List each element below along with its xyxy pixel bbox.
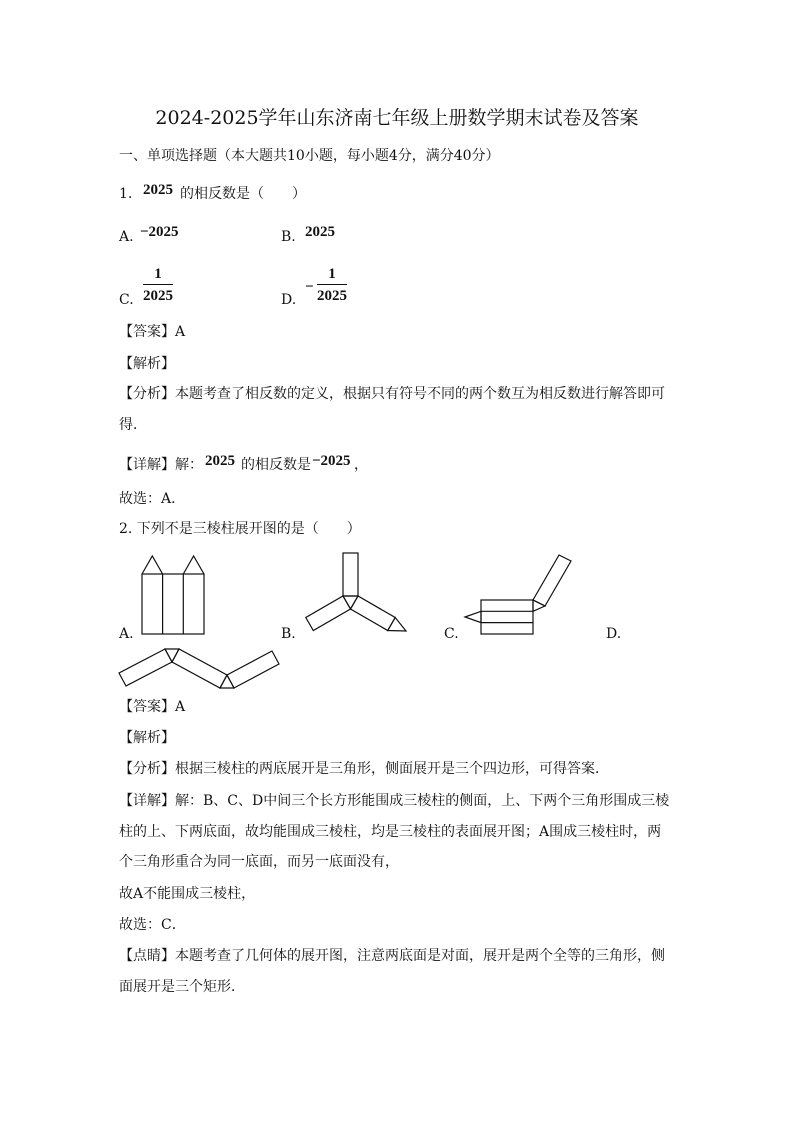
net-c-rectangles [481, 600, 533, 634]
net-b-arm-left [306, 596, 351, 631]
q2-detail-line-2: 柱的上、下两底面，故均能围成三棱柱，均是三棱柱的表面展开图；A围成三棱柱时，两 [119, 824, 662, 840]
q2-comment-line-2: 面展开是三个矩形． [119, 979, 245, 995]
q2-analysis: 【分析】根据三棱柱的两底展开是三角形，侧面展开是三个四边形，可得答案． [119, 761, 609, 777]
q2-comment-line-1: 【点睛】本题考查了几何体的展开图，注意两底面是对面，展开是两个全等的三角形，侧 [119, 948, 665, 964]
q2-figure-c [463, 553, 581, 639]
q2-detail-line-3: 个三角形重合为同一底面，而另一底面没有， [119, 854, 399, 870]
fraction-denominator: 2025 [317, 288, 347, 304]
q1-stem: 的相反数是（ ） [180, 186, 306, 202]
q1-option-b-value: 2025 [305, 224, 335, 240]
q1-analysis-line-2: 得． [119, 417, 147, 433]
fraction-numerator: 1 [154, 266, 162, 282]
q2-detail-line-1: 【详解】解：B、C、D中间三个长方形能围成三棱柱的侧面，上、下两个三角形围成三棱 [119, 793, 670, 809]
q2-choice: 故选：C． [119, 917, 186, 933]
q1-option-d-label: D. [281, 292, 297, 308]
q1-detail-middle: 的相反数是 [241, 457, 311, 473]
q1-option-a-value: −2025 [140, 224, 179, 240]
fraction-denominator: 2025 [143, 288, 173, 304]
net-b-arm-top [343, 553, 358, 596]
q1-option-c-fraction [143, 266, 173, 304]
net-d-rect-middle [172, 649, 227, 688]
fraction-bar [143, 284, 173, 285]
q1-option-a-label: A. [119, 229, 134, 245]
net-d-rect-right [227, 651, 279, 688]
section-heading: 一、单项选择题（本大题共10小题，每小题4分，满分40分） [119, 148, 500, 164]
q1-expr: 2025 [143, 182, 173, 198]
net-a-triangle-right [183, 556, 204, 574]
fraction-bar [317, 284, 347, 285]
q1-analysis-line-1: 【分析】本题考查了相反数的定义，根据只有符号不同的两个数互为相反数进行解答即可 [119, 386, 665, 402]
q1-choice: 故选：A． [119, 491, 186, 507]
q2-figure-d [117, 645, 283, 693]
net-a-rectangles [142, 574, 204, 634]
q2-figure-a [136, 552, 208, 638]
q2-option-b-label: B. [281, 626, 296, 642]
page-title: 2024-2025学年山东济南七年级上册数学期末试卷及答案 [155, 107, 639, 129]
q2-stem: 2. 下列不是三棱柱展开图的是（ ） [119, 521, 361, 537]
q2-option-c-label: C. [444, 626, 459, 642]
net-c-left-triangle [465, 611, 481, 622]
q1-option-c-label: C. [119, 292, 134, 308]
q2-figure-b [296, 550, 412, 638]
q2-option-a-label: A. [119, 626, 134, 642]
fraction-numerator: 1 [328, 266, 336, 282]
q1-number: 1. [119, 186, 133, 202]
net-a-triangle-left [142, 556, 163, 574]
q1-detail-prefix: 【详解】解： [119, 457, 203, 473]
net-b-arm-right [351, 596, 396, 631]
net-b-center-triangle [343, 596, 358, 609]
q1-answer: 【答案】A [119, 324, 186, 340]
net-d-rect-left [119, 649, 172, 686]
net-d-triangle-top [165, 649, 179, 662]
q1-option-d-sign: − [305, 279, 314, 295]
q2-answer: 【答案】A [119, 699, 186, 715]
q2-detail-line-4: 故A不能围成三棱柱， [119, 886, 256, 902]
q1-analysis-heading: 【解析】 [119, 356, 175, 372]
q2-option-d-label: D. [606, 626, 622, 642]
q1-detail-end: ， [354, 457, 368, 473]
q1-option-d-fraction [317, 266, 347, 304]
q1-detail-value-1: 2025 [205, 453, 235, 469]
q2-analysis-heading: 【解析】 [119, 730, 175, 746]
q1-option-b-label: B. [281, 229, 296, 245]
net-b-end-triangle [388, 618, 406, 632]
q1-detail-value-2: −2025 [312, 453, 351, 469]
net-c-diagonal-rectangle [533, 555, 571, 606]
net-d-triangle-bottom [220, 675, 234, 688]
